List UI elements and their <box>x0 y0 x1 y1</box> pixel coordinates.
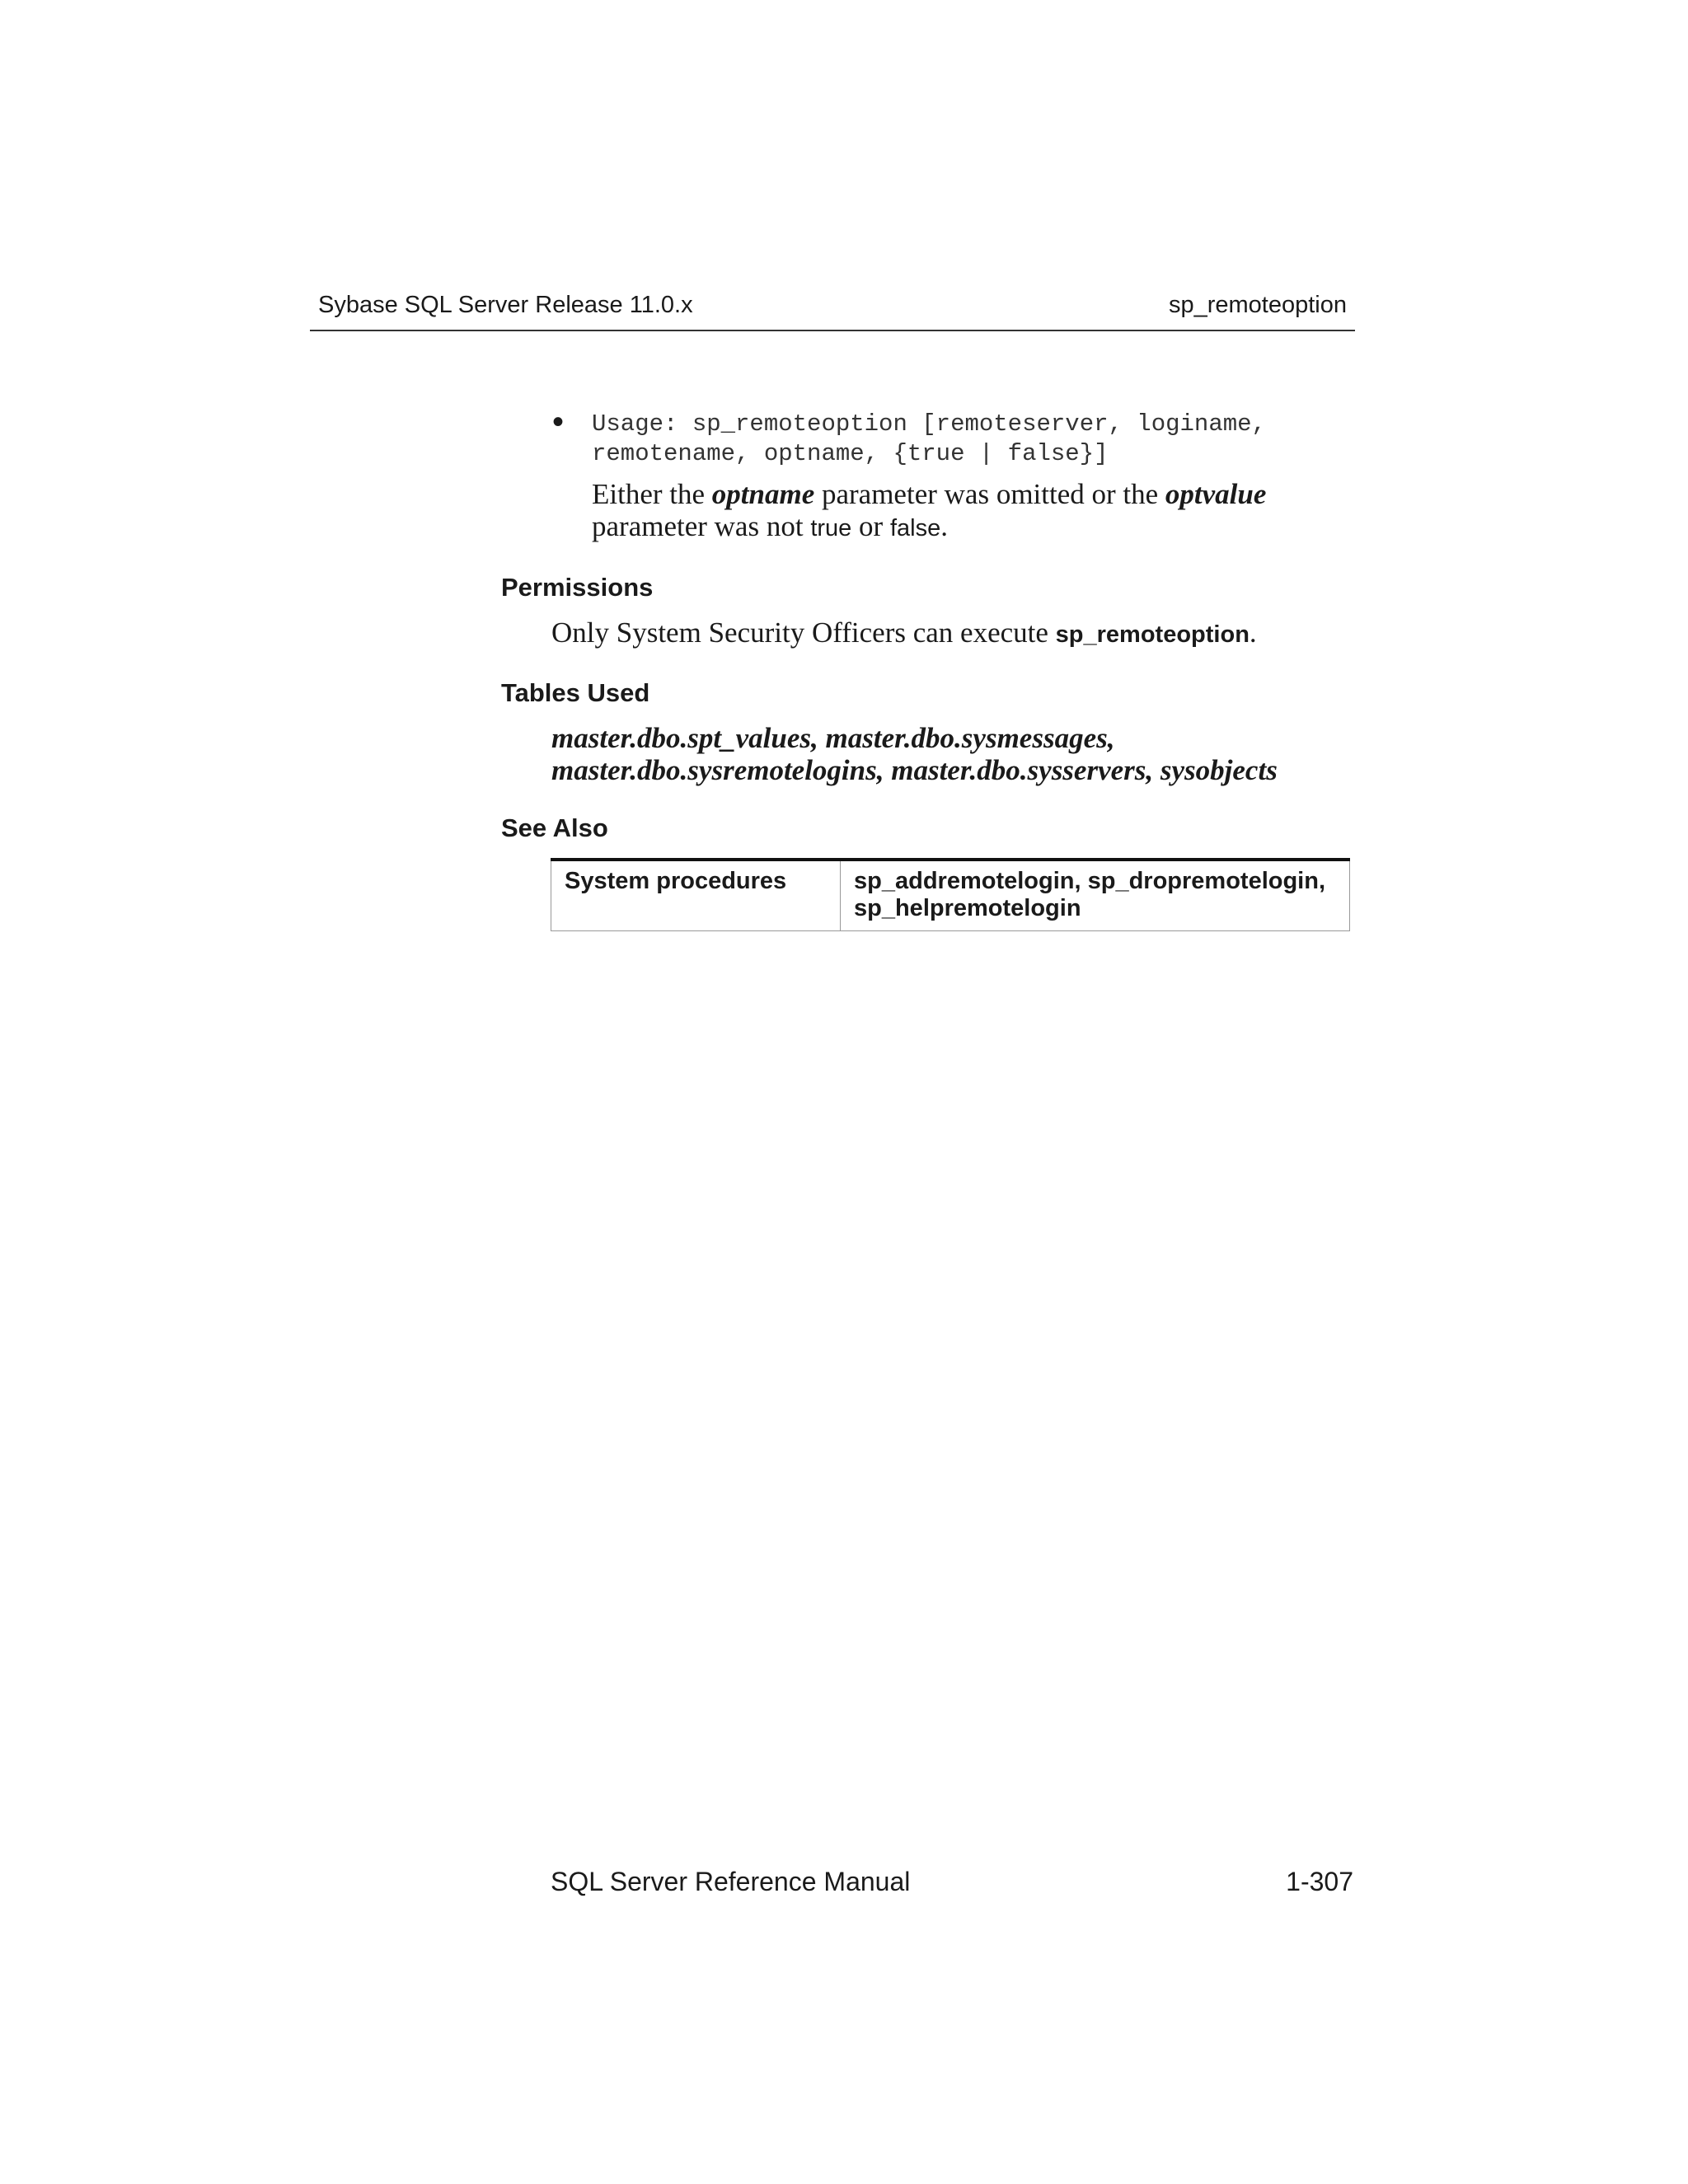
keyword-true: true <box>810 515 852 541</box>
see-also-category: System procedures <box>551 860 841 931</box>
param-optvalue: optvalue <box>1165 478 1267 510</box>
header-topic: sp_remoteoption <box>1168 292 1347 318</box>
header-doc-title: Sybase SQL Server Release 11.0.x <box>318 292 693 318</box>
permissions-heading: Permissions <box>501 573 654 602</box>
usage-code-block <box>592 410 1334 469</box>
tables-used-list <box>551 722 1359 786</box>
see-also-items-line-1: sp_addremotelogin, sp_dropremotelogin, <box>854 868 1326 894</box>
footer-manual-title: SQL Server Reference Manual <box>551 1867 911 1896</box>
footer-page-number: 1-307 <box>1286 1867 1353 1896</box>
usage-desc-text: or <box>851 510 890 542</box>
table-row <box>551 860 1350 931</box>
see-also-heading: See Also <box>501 813 608 842</box>
tables-used-line-2: master.dbo.sysremotelogins, master.dbo.sysservers, sysobjects <box>551 754 1278 786</box>
tables-used-line-1: master.dbo.spt_values, master.dbo.sysmessages, <box>551 722 1115 754</box>
running-header <box>310 290 1355 331</box>
usage-code-line-1: Usage: sp_remoteoption [remoteserver, loginame, <box>592 410 1266 438</box>
usage-desc-text: parameter was omitted or the <box>814 478 1165 510</box>
see-also-table <box>551 858 1350 931</box>
usage-code-line-2: remotename, optname, {true | false}] <box>592 440 1109 467</box>
tables-used-heading: Tables Used <box>501 678 650 707</box>
see-also-items <box>841 860 1350 931</box>
keyword-false: false <box>889 515 941 541</box>
see-also-items-line-2: sp_helpremotelogin <box>854 895 1081 921</box>
usage-desc-text: parameter was not <box>592 510 811 542</box>
usage-desc-text: Either the <box>592 478 712 510</box>
param-optname: optname <box>711 478 815 510</box>
usage-description <box>592 478 1334 545</box>
usage-desc-text: . <box>940 510 948 542</box>
bullet-icon: • <box>552 404 565 440</box>
permissions-sentence-end: . <box>1249 616 1257 649</box>
procedure-name: sp_remoteoption <box>1055 621 1250 648</box>
permissions-sentence: Only System Security Officers can execute <box>551 616 1056 649</box>
permissions-text <box>551 616 1359 651</box>
